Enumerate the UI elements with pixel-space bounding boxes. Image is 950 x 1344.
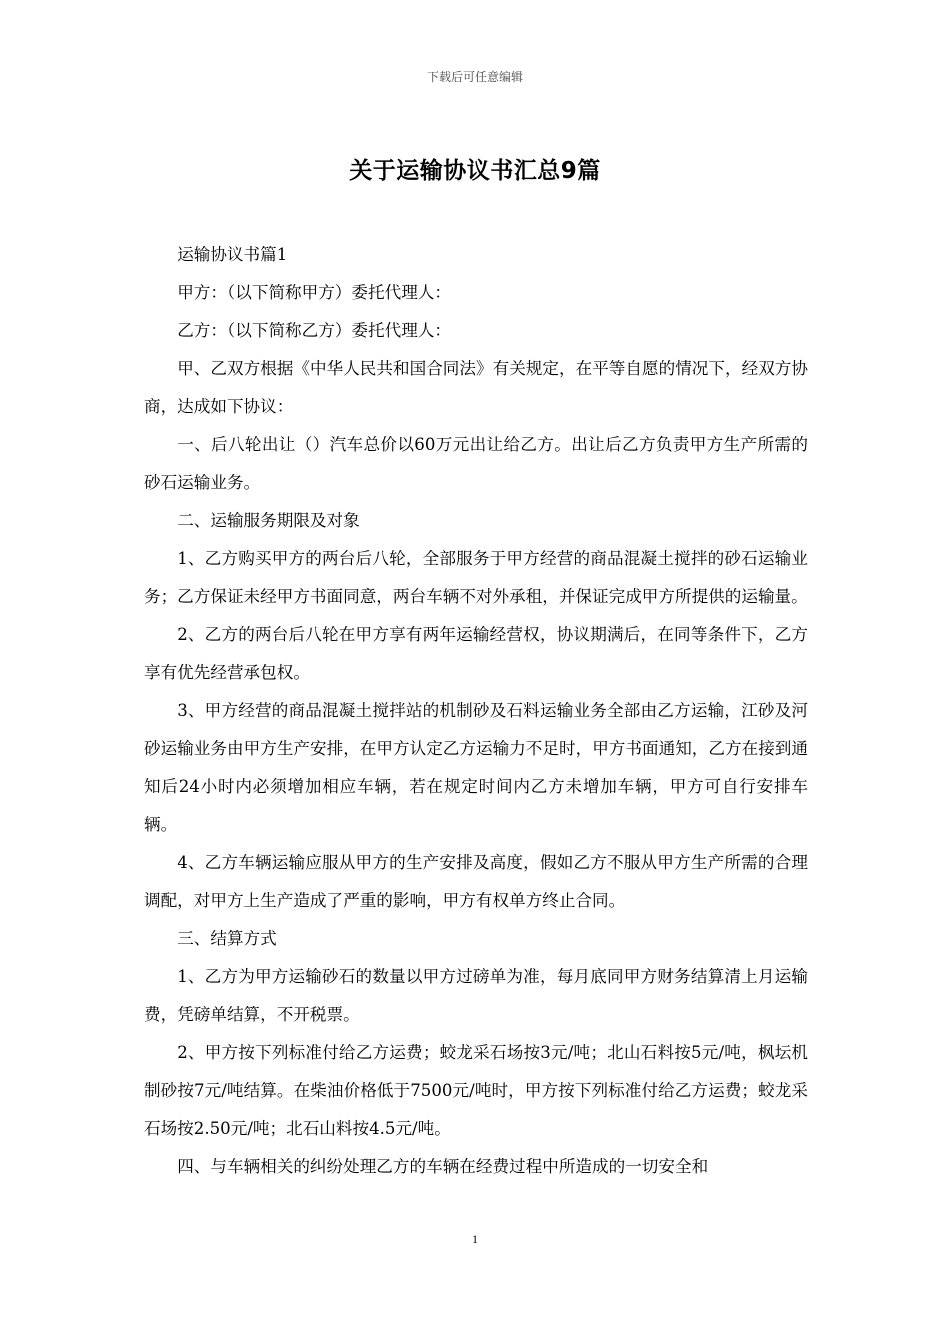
page-number: 1 <box>472 1232 478 1246</box>
body-paragraph: 1、乙方购买甲方的两台后八轮，全部服务于甲方经营的商品混凝土搅拌的砂石运输业务；乙方保证未经甲方书面同意，两台车辆不对外承租，并保证完成甲方所提供的运输量。 <box>144 549 808 606</box>
body-paragraph: 四、与车辆相关的纠纷处理乙方的车辆在经费过程中所造成的一切安全和 <box>177 1157 709 1176</box>
section-heading: 运输协议书篇1 <box>177 245 288 264</box>
body-paragraph: 一、后八轮出让（）汽车总价以60万元出让给乙方。出让后乙方负责甲方生产所需的砂石运输业务。 <box>144 435 808 492</box>
body-paragraph: 3、甲方经营的商品混凝土搅拌站的机制砂及石料运输业务全部由乙方运输，江砂及河砂运输业务由甲方生产安排，在甲方认定乙方运输力不足时，甲方书面通知，乙方在接到通知后24小时内必须增加相应车辆，若在规定时间内乙方未增加车辆，甲方可自行安排车辆。 <box>144 701 808 834</box>
body-paragraph: 2、甲方按下列标准付给乙方运费；蛟龙采石场按3元/吨；北山石料按5元/吨，枫坛机制砂按7元/吨结算。在柴油价格低于7500元/吨时，甲方按下列标准付给乙方运费；蛟龙采石场按2.50元/吨；北石山料按4.5元/吨。 <box>144 1043 808 1138</box>
body-paragraph: 甲、乙双方根据《中华人民共和国合同法》有关规定，在平等自愿的情况下，经双方协商，达成如下协议： <box>144 359 808 416</box>
party-b-line: 乙方：（以下简称乙方）委托代理人： <box>177 321 451 340</box>
clause-heading: 三、结算方式 <box>177 929 277 948</box>
document-title: 关于运输协议书汇总9篇 <box>349 158 601 184</box>
body-paragraph: 1、乙方为甲方运输砂石的数量以甲方过磅单为准，每月底同甲方财务结算清上月运输费，凭磅单结算，不开税票。 <box>144 967 808 1024</box>
party-a-line: 甲方：（以下简称甲方）委托代理人： <box>177 283 451 302</box>
body-paragraph: 2、乙方的两台后八轮在甲方享有两年运输经营权，协议期满后，在同等条件下，乙方享有优先经营承包权。 <box>144 625 808 682</box>
body-paragraph: 4、乙方车辆运输应服从甲方的生产安排及高度，假如乙方不服从甲方生产所需的合理调配，对甲方上生产造成了严重的影响，甲方有权单方终止合同。 <box>144 853 808 910</box>
clause-heading: 二、运输服务期限及对象 <box>177 511 360 530</box>
document-body <box>144 236 808 1186</box>
page-header-note: 下载后可任意编辑 <box>426 70 523 84</box>
